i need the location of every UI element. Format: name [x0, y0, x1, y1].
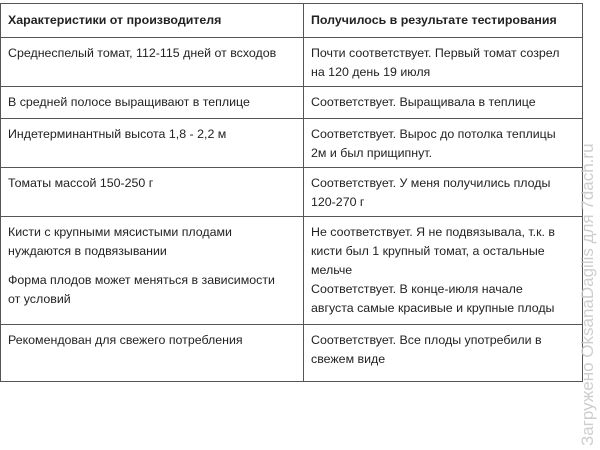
- table-row: [1, 119, 583, 168]
- table-header-row: [1, 4, 583, 38]
- table-row: [1, 87, 583, 119]
- spec-cell: [1, 168, 304, 217]
- result-cell: [304, 119, 583, 168]
- watermark-text: Загружено OksanaDagilis для 7dach.ru: [578, 143, 597, 446]
- spec-text: Рекомендован для свежего потребления: [8, 333, 243, 347]
- spec-cell: [1, 38, 304, 87]
- spec-cell: [1, 217, 304, 325]
- spec-text: Томаты массой 150-250 г: [8, 176, 154, 190]
- result-cell: [304, 87, 583, 119]
- result-text: Соответствует. Все плоды употребили в: [311, 333, 542, 347]
- result-text: августа самые красивые и крупные плоды: [311, 301, 555, 315]
- result-text: Соответствует. Вырос до потолка теплицы: [311, 127, 556, 141]
- table-row: [1, 217, 583, 325]
- spec-text: Кисти с крупными мясистыми плодами: [8, 225, 232, 239]
- table-row: [1, 168, 583, 217]
- result-text: 2м и был прищипнут.: [311, 146, 433, 160]
- result-text: 120-270 г: [311, 195, 365, 209]
- header-test-results: Получилось в результате тестирования: [304, 4, 583, 38]
- result-text: кисти был 1 крупный томат, а остальные: [311, 244, 545, 258]
- table-row: [1, 325, 583, 382]
- result-text: Почти соответствует. Первый томат созрел: [311, 46, 560, 60]
- result-text: свежем виде: [311, 352, 386, 366]
- paragraph-spacer: [8, 261, 297, 271]
- spec-text: В средней полосе выращивают в теплице: [8, 95, 250, 109]
- spec-cell: [1, 325, 304, 382]
- spec-cell: [1, 87, 304, 119]
- result-text: Соответствует. В конце-июля начале: [311, 282, 523, 296]
- table-row: [1, 38, 583, 87]
- result-cell: [304, 38, 583, 87]
- spec-text: Индетерминантный высота 1,8 - 2,2 м: [8, 127, 227, 141]
- result-cell: [304, 168, 583, 217]
- comparison-table: [0, 3, 583, 382]
- spec-cell: [1, 119, 304, 168]
- result-text: мельче: [311, 263, 353, 277]
- header-manufacturer-specs: Характеристики от производителя: [1, 4, 304, 38]
- result-text: Соответствует. У меня получились плоды: [311, 176, 551, 190]
- spec-text: от условий: [8, 292, 71, 306]
- result-cell: [304, 325, 583, 382]
- spec-text: Форма плодов может меняться в зависимости: [8, 273, 275, 287]
- result-text: на 120 день 19 июля: [311, 65, 431, 79]
- result-text: Не соответствует. Я не подвязывала, т.к. в: [311, 225, 555, 239]
- result-cell: [304, 217, 583, 325]
- result-text: Соответствует. Выращивала в теплице: [311, 95, 536, 109]
- spec-text: Среднеспелый томат, 112-115 дней от всходов: [8, 46, 277, 60]
- spec-text: нуждаются в подвязывании: [8, 244, 167, 258]
